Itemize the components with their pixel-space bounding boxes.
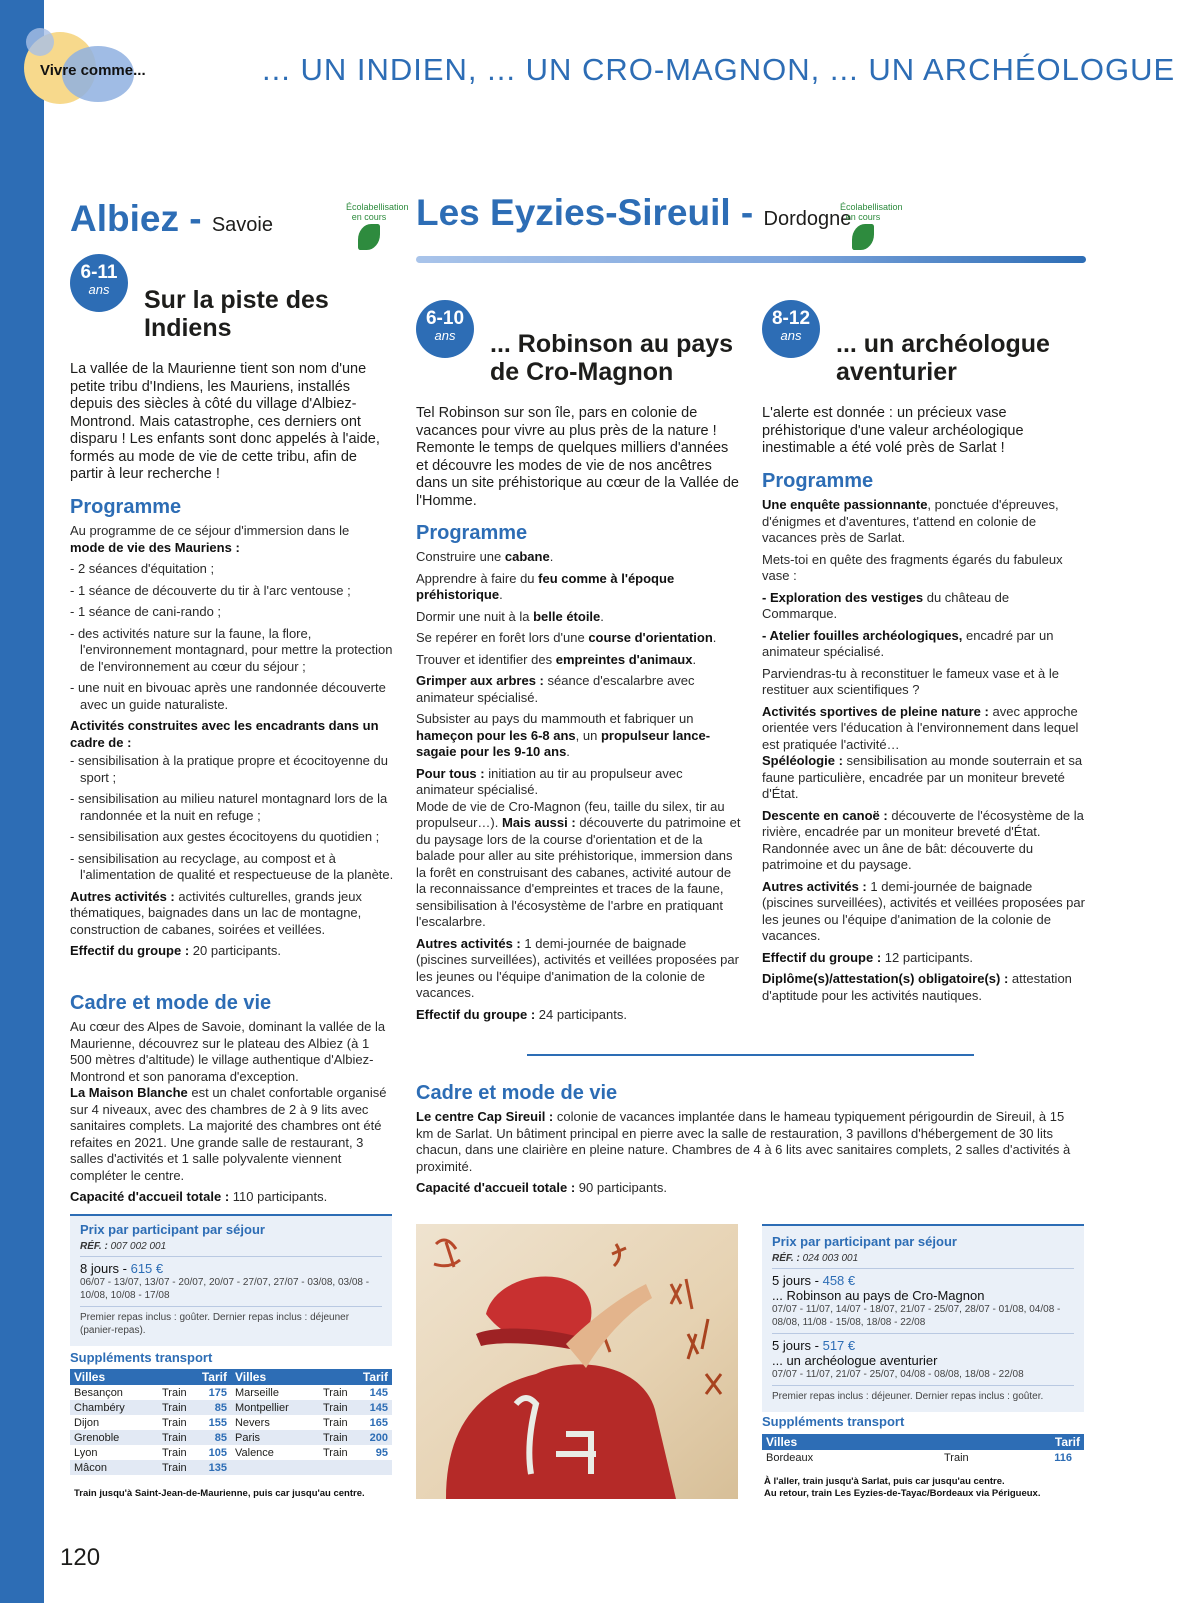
text: Dormir une nuit à la <box>416 608 530 624</box>
place-name: Albiez - <box>70 198 202 239</box>
text: du château de Commarque. <box>762 589 1010 621</box>
text: découverte du patrimoine et du paysage lors de la course d'orientation et de la balade pour aller au site préhistorique, immersion dans la forêt en construisant des cabanes, activité autour de la reconnaissance d'empreintes et traces de la faune, sensibilisation à l'écosystème de l'arbre en pratiquant l'escalarbre. <box>416 815 741 929</box>
eco-label-line2: en cours <box>845 212 881 222</box>
text: . <box>692 651 697 667</box>
table-row <box>70 1445 392 1460</box>
cave-painting-photo <box>416 1224 738 1499</box>
leaf-icon <box>852 224 874 250</box>
page-headline: ... UN INDIEN, ... UN CRO-MAGNON, ... UN ARCHÉOLOGUE <box>262 52 1176 87</box>
eco-label-badge <box>346 202 409 250</box>
cadre-heading: Cadre et mode de vie <box>416 1082 618 1104</box>
cadre-text: colonie de vacances implantée dans le hameau typiquement périgourdin de Sireuil, à 15 km de Sarlat. Un bâtiment principal en pierre avec la salle de restauration, 3 pavillons d'hébergement de 30 lits chacun, dans une clairière en pleine nature. Chambres de 4 à 6 lits avec sanitaires complets, 2 salles d'activités à proximité. <box>416 1109 1071 1174</box>
stay-name: ... Robinson au pays de Cro-Magnon <box>772 1288 985 1303</box>
price-cell: 135 <box>194 1460 231 1475</box>
session-dates: 06/07 - 13/07, 13/07 - 20/07, 20/07 - 27/07, 27/07 - 03/08, 03/08 - 10/08, 10/08 - 17/08 <box>80 1277 370 1301</box>
meals-info: Premier repas inclus : goûter. Dernier repas inclus : déjeuner (panier-repas). <box>80 1312 350 1336</box>
list-item: - des activités nature sur la faune, la flore, l'environnement montagnard, pour mettre la protection de l'environnement au cœur du séjour ; <box>70 625 393 674</box>
duration: 8 jours - <box>80 1261 127 1276</box>
list-item: - 1 séance de découverte du tir à l'arc ventouse ; <box>70 582 351 598</box>
mode-cell: Train <box>162 1446 187 1459</box>
capacity-text: 110 participants. <box>232 1189 328 1204</box>
price-cell <box>355 1460 392 1475</box>
photo-illustration <box>416 1224 738 1499</box>
section-tag: Vivre comme... <box>40 62 146 79</box>
eyzies-cadre <box>416 1109 1076 1202</box>
age-badge <box>416 300 474 358</box>
region-name: Savoie <box>211 214 273 236</box>
table-row <box>70 1460 392 1475</box>
cadre-heading: Cadre et mode de vie <box>70 992 272 1014</box>
group-label: Effectif du groupe : <box>416 1006 536 1022</box>
text-bold: Descente en canoë : <box>762 807 888 823</box>
text: avec approche orientée vers l'éducation à l'environnement dans lequel est pratiquée l'activité… <box>762 703 1079 752</box>
age-range: 6-11 <box>80 262 118 283</box>
section-rule <box>416 256 1086 263</box>
eco-label-badge <box>840 202 903 250</box>
city-cell: Valence <box>234 1446 274 1459</box>
mode-cell <box>319 1460 355 1475</box>
other-text: 1 demi-journée de baignade (piscines surveillées), activités et veillées proposées par les jeunes ou l'équipe d'animation de la colonie de vacances. <box>416 935 739 1000</box>
price-cell: 85 <box>194 1430 231 1445</box>
other-text: activités culturelles, grands jeux thématiques, baignades dans un lac de montagne, construction de cabanes, soirées et veillées. <box>70 888 362 937</box>
price-cell: 116 <box>1054 1451 1072 1464</box>
ref-code: 007 002 001 <box>110 1241 167 1252</box>
text: Mets-toi en quête des fragments égarés du fabuleux vase : <box>762 551 1063 583</box>
price-cell: 85 <box>194 1400 231 1415</box>
city-cell: Bordeaux <box>766 1451 814 1464</box>
text-bold: - Atelier fouilles archéologiques, <box>762 627 963 643</box>
capacity-text: 90 participants. <box>578 1180 667 1195</box>
text-bold: course d'orientation <box>588 630 713 645</box>
text: encadré par un animateur spécialisé. <box>762 627 1054 659</box>
age-unit: ans <box>780 328 802 343</box>
activities-heading: Activités construites avec les encadrants dans un cadre de : <box>70 718 379 750</box>
city-cell: Mâcon <box>70 1460 158 1475</box>
price-cell: 105 <box>208 1446 227 1459</box>
programme-lead: Au programme de ce séjour d'immersion dans le <box>70 523 350 538</box>
city-cell <box>231 1460 319 1475</box>
albiez-cadre <box>70 1019 394 1211</box>
note-line: Au retour, train Les Eyzies-de-Tayac/Bordeaux via Périgueux. <box>764 1488 1041 1499</box>
text: séance d'escalarbre avec animateur spécialisé. <box>416 673 695 705</box>
col-header: Villes <box>70 1369 194 1385</box>
mode-cell: Train <box>158 1460 194 1475</box>
text-bold: feu comme à l'époque préhistorique <box>416 570 675 602</box>
text: Subsister au pays du mammouth et fabriquer un <box>416 711 694 726</box>
text-bold: empreintes d'animaux <box>555 651 693 667</box>
text-bold: Une enquête passionnante <box>762 497 928 512</box>
city-cell: Chambéry <box>70 1400 158 1415</box>
text-bold: belle étoile <box>533 608 601 624</box>
text: . <box>600 608 604 624</box>
mode-cell: Train <box>158 1430 194 1445</box>
page-number: 120 <box>60 1544 101 1571</box>
albiez-programme <box>70 523 395 965</box>
city-cell: Montpellier <box>231 1400 319 1415</box>
region-name: Dordogne <box>763 208 852 230</box>
ref-code: 024 003 001 <box>802 1253 859 1264</box>
cadre-label: Le centre Cap Sireuil : <box>416 1109 554 1124</box>
stay-name: ... un archéologue aventurier <box>772 1353 938 1368</box>
city-cell: Paris <box>231 1430 319 1445</box>
col-header: Villes <box>762 1434 1011 1450</box>
divider <box>772 1268 1074 1269</box>
divider-line <box>527 1054 974 1056</box>
divider <box>80 1306 382 1307</box>
stay-intro: L'alerte est donnée : un précieux vase préhistorique d'une valeur archéologique inestimable a été volé près de Sarlat ! <box>762 405 1024 456</box>
city-cell: Grenoble <box>70 1430 158 1445</box>
maison-text: est un chalet confortable organisé sur 4 niveaux, avec des chambres de 2 à 9 lits avec sanitaires complets. La majorité des chambres ont été refaites en 2021. Une grande salle de restaurant, 3 salles d'activités et 1 salle polyvalente viennent compléter le centre. <box>70 1085 387 1183</box>
city-cell: Besançon <box>74 1386 123 1399</box>
text-bold: Activités sportives de pleine nature : <box>762 703 989 719</box>
note-line: À l'aller, train jusqu'à Sarlat, puis car jusqu'au centre. <box>764 1476 1005 1487</box>
meals-info: Premier repas inclus : déjeuner. Dernier repas inclus : goûter. <box>772 1391 1044 1402</box>
list-item: - sensibilisation au recyclage, au compost et à l'alimentation de qualité et respectueuse de la planète. <box>70 850 394 882</box>
session-dates: 07/07 - 11/07, 21/07 - 25/07, 04/08 - 08/08, 18/08 - 22/08 <box>772 1369 1024 1380</box>
mode-cell: Train <box>319 1400 355 1415</box>
capacity-label: Capacité d'accueil totale : <box>70 1189 230 1204</box>
transport-note <box>764 1476 1040 1500</box>
price-cell: 175 <box>208 1386 227 1399</box>
place-name: Les Eyzies-Sireuil - <box>416 192 754 233</box>
divider <box>80 1256 382 1257</box>
col-header: Villes <box>231 1369 355 1385</box>
transport-heading: Suppléments transport <box>70 1350 213 1365</box>
group-text: 24 participants. <box>538 1006 627 1022</box>
list-item: - une nuit en bivouac après une randonnée découverte avec un guide naturaliste. <box>70 680 386 712</box>
list-item: - 1 séance de cani-rando ; <box>70 604 222 619</box>
diploma-text: attestation d'aptitude pour les activités nautiques. <box>762 971 1072 1003</box>
divider <box>772 1333 1074 1334</box>
col-header: Tarif <box>194 1369 231 1385</box>
ref-label: RÉF. : <box>772 1253 800 1264</box>
group-text: 12 participants. <box>884 949 973 965</box>
text-bold: Pour tous : <box>416 765 485 781</box>
other-label: Autres activités : <box>762 878 867 894</box>
table-row <box>70 1400 392 1415</box>
capacity-label: Capacité d'accueil totale : <box>416 1180 576 1195</box>
table-row <box>70 1385 392 1400</box>
cadre-text: Au cœur des Alpes de Savoie, dominant la vallée de la Maurienne, découvrez sur le plateau des Albiez (à 1 500 mètres d'altitude) le village authentique d'Albiez-Montrond et son panorama d'exception. <box>70 1019 386 1084</box>
other-label: Autres activités : <box>70 888 175 904</box>
city-cell: Nevers <box>234 1416 270 1429</box>
stay-title: Sur la piste des Indiens <box>144 286 329 342</box>
text: Apprendre à faire du <box>416 570 535 586</box>
duration: 5 jours - <box>772 1338 819 1353</box>
text: . <box>549 549 554 564</box>
mode-cell: Train <box>944 1451 969 1464</box>
text: . <box>712 630 717 645</box>
text: . <box>499 587 503 602</box>
city-cell: Lyon <box>74 1446 98 1459</box>
list-item: - sensibilisation à la pratique propre et écocitoyenne du sport ; <box>70 753 388 785</box>
eyzies-price-box <box>762 1224 1084 1412</box>
price-cell: 155 <box>208 1416 227 1429</box>
text: Se repérer en forêt lors d'une <box>416 630 585 645</box>
text: , ponctuée d'épreuves, d'énigmes et d'aventures, t'attend en colonie de vacances près de Sarlat. <box>762 497 1059 545</box>
mode-cell: Train <box>322 1416 348 1429</box>
age-badge <box>762 300 820 358</box>
price-cell: 145 <box>355 1400 392 1415</box>
mode-cell: Train <box>158 1400 194 1415</box>
mode-cell: Train <box>162 1416 187 1429</box>
price-cell: 145 <box>369 1386 388 1399</box>
age-badge <box>70 254 128 312</box>
transport-heading: Suppléments transport <box>762 1414 905 1429</box>
programme-lead-bold: mode de vie des Mauriens : <box>70 539 240 555</box>
albiez-price-box <box>70 1214 392 1346</box>
text: . <box>566 744 570 759</box>
programme-heading: Programme <box>416 522 528 544</box>
archeo-programme <box>762 497 1087 1009</box>
age-range: 8-12 <box>771 308 811 329</box>
text: Trouver et identifier des <box>416 651 553 667</box>
text-bold: Mais aussi : <box>502 815 576 830</box>
robinson-programme <box>416 549 741 1028</box>
ref-label: RÉF. : <box>80 1241 108 1252</box>
mode-cell: Train <box>162 1386 187 1399</box>
group-label: Effectif du groupe : <box>762 949 882 965</box>
maison-label: La Maison Blanche <box>70 1085 188 1100</box>
divider <box>772 1385 1074 1386</box>
table-row <box>70 1430 392 1445</box>
price-amount: 615 € <box>130 1261 164 1276</box>
price-cell: 165 <box>369 1416 388 1429</box>
text-bold: - Exploration des vestiges <box>762 589 924 605</box>
transport-table <box>70 1369 392 1475</box>
session-dates: 07/07 - 11/07, 14/07 - 18/07, 21/07 - 25/07, 28/07 - 01/08, 04/08 - 08/08, 11/08 - 15/08, 18/08 - 22/08 <box>772 1304 1061 1328</box>
eco-label-line1: Écolabellisation <box>346 202 409 212</box>
transport-note: Train jusqu'à Saint-Jean-de-Maurienne, puis car jusqu'au centre. <box>74 1488 365 1499</box>
city-cell: Marseille <box>234 1386 279 1399</box>
col-header: Tarif <box>355 1369 392 1385</box>
albiez-title <box>70 198 273 240</box>
transport-table <box>762 1434 1084 1465</box>
diploma-label: Diplôme(s)/attestation(s) obligatoire(s) : <box>762 971 1009 986</box>
eco-label-line1: Écolabellisation <box>840 202 903 212</box>
text: Construire une <box>416 549 502 564</box>
text: Parviendras-tu à reconstituer le fameux vase et à le restituer aux scientifiques ? <box>762 665 1059 697</box>
mode-cell: Train <box>322 1446 348 1459</box>
text-bold: Grimper aux arbres : <box>416 673 544 688</box>
side-band <box>0 0 44 1603</box>
text: découverte de l'écosystème de la rivière, encadrée par un moniteur breveté d'État. Randonnée avec un âne de bât: découverte du patrimoine et du paysage. <box>762 807 1084 872</box>
leaf-icon <box>358 224 380 250</box>
other-text: 1 demi-journée de baignade (piscines surveillées), activités et veillées proposées par les jeunes ou l'équipe d'animation de la colonie de vacances. <box>762 878 1085 943</box>
price-cell: 95 <box>375 1446 388 1459</box>
text: Mode de vie de Cro-Magnon (feu, taille du silex, tir au propulseur…). <box>416 798 725 830</box>
list-item: - sensibilisation au milieu naturel montagnard lors de la randonnée et la nuit en refuge ; <box>70 791 388 823</box>
text-bold: hameçon pour les 6-8 ans <box>416 727 576 743</box>
stay-intro: La vallée de la Maurienne tient son nom d'une petite tribu d'Indiens, les Mauriens, installés depuis des siècles à côté du village d'Albiez-Montrond. Mais catastrophe, ces derniers ont disparu ! Les enfants sont donc appelés à l'aide, formés au mode de vie de cette tribu, afin de partir à leur recherche ! <box>70 361 380 482</box>
table-row <box>762 1450 1084 1465</box>
list-item: - sensibilisation aux gestes écocitoyens du quotidien ; <box>70 829 380 844</box>
text-bold: propulseur lance-sagaie pour les 9-10 ans <box>416 727 711 759</box>
small-bubble <box>26 28 54 56</box>
price-title: Prix par participant par séjour <box>772 1234 957 1249</box>
price-amount: 458 € <box>822 1273 856 1288</box>
price-title: Prix par participant par séjour <box>80 1222 265 1237</box>
mode-cell: Train <box>319 1430 355 1445</box>
stay-title: ... un archéologue aventurier <box>836 330 1050 386</box>
mode-cell: Train <box>322 1386 348 1399</box>
text: sensibilisation au monde souterrain et sa faune particulière, encadrée par un moniteur breveté d'État. <box>762 753 1083 801</box>
text: initiation au tir au propulseur avec animateur spécialisé. <box>416 765 683 797</box>
group-text: 20 participants. <box>192 943 281 958</box>
city-cell: Dijon <box>74 1416 100 1429</box>
age-range: 6-10 <box>425 308 465 329</box>
duration: 5 jours - <box>772 1273 819 1288</box>
stay-intro: Tel Robinson sur son île, pars en colonie de vacances pour vivre au plus près de la nature ! Remonte le temps de quelques milliers d'années et découvre les modes de vie de nos ancêtres dans un site préhistorique au cœur de la Vallée de l'Homme. <box>416 405 739 509</box>
group-label: Effectif du groupe : <box>70 943 190 958</box>
eyzies-title <box>416 192 851 234</box>
age-unit: ans <box>88 282 110 297</box>
table-row <box>70 1415 392 1430</box>
eco-label-line2: en cours <box>351 212 387 222</box>
price-cell: 200 <box>355 1430 392 1445</box>
programme-heading: Programme <box>762 470 874 492</box>
other-label: Autres activités : <box>416 935 521 951</box>
programme-heading: Programme <box>70 496 182 518</box>
text: , un <box>575 727 598 743</box>
price-amount: 517 € <box>822 1338 856 1353</box>
text-bold: cabane <box>504 549 550 564</box>
stay-title: ... Robinson au pays de Cro-Magnon <box>490 330 734 386</box>
list-item: - 2 séances d'équitation ; <box>70 561 215 576</box>
text-bold: Spéléologie : <box>762 753 843 768</box>
col-header: Tarif <box>1011 1434 1084 1450</box>
age-unit: ans <box>434 328 456 343</box>
